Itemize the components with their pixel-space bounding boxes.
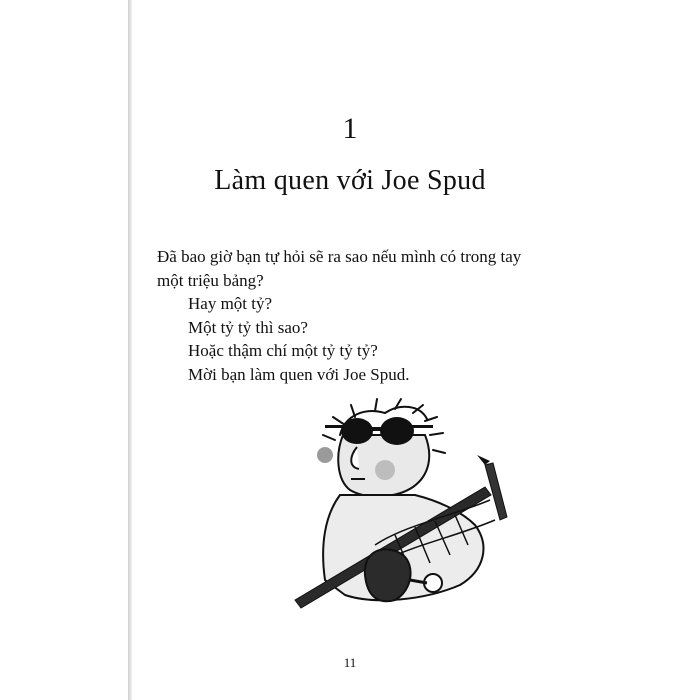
body-line: một triệu bảng? — [157, 270, 264, 290]
page-number: 11 — [343, 655, 357, 670]
body-line: Một tỷ tỷ thì sao? — [188, 317, 308, 337]
chapter-body — [157, 245, 557, 386]
body-line: Mời bạn làm quen với Joe Spud. — [188, 364, 410, 384]
body-line: Hay một tỷ? — [188, 294, 273, 313]
body-line: Hoặc thậm chí một tỷ tỷ tỷ? — [188, 341, 378, 360]
chapter-number: 1 — [342, 112, 358, 145]
body-line: Đã bao giờ bạn tự hỏi sẽ ra sao nếu mình có trong tay — [157, 247, 522, 266]
chapter-title: Làm quen với Joe Spud — [214, 165, 486, 196]
boy-with-sunglasses-illustration-icon — [285, 395, 525, 625]
page-spine-shadow — [128, 0, 132, 700]
